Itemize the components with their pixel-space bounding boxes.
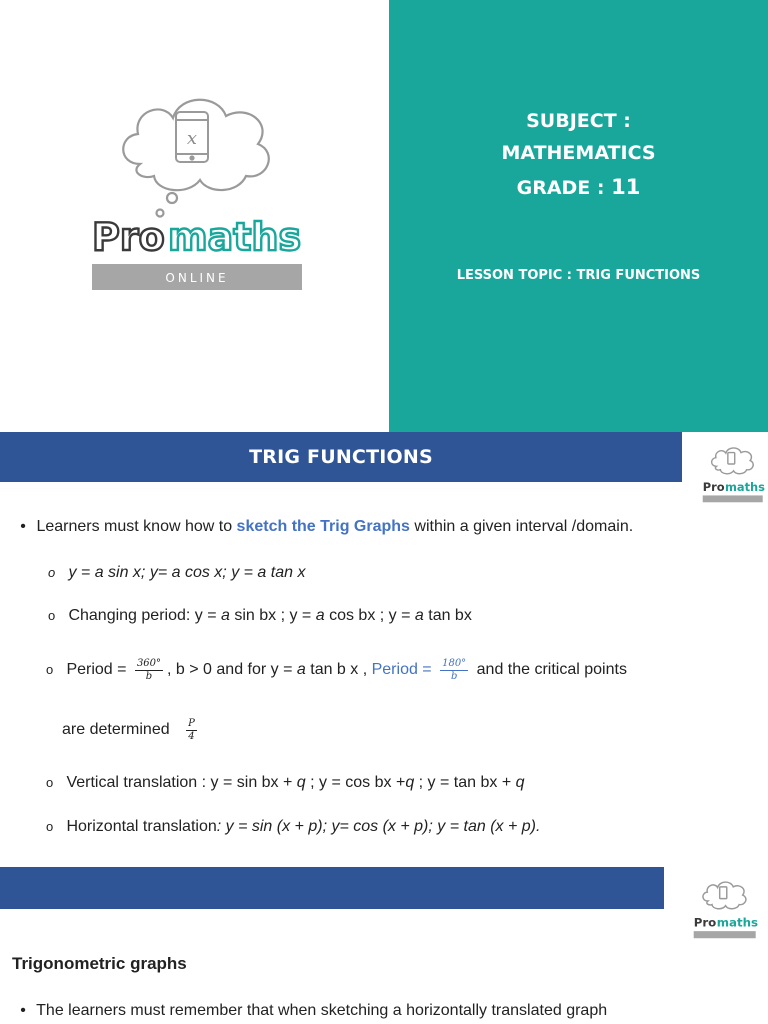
title-band bbox=[0, 867, 664, 909]
item3-a: Period = bbox=[66, 661, 131, 679]
item-horizontal-translation bbox=[46, 818, 540, 836]
item-vertical-translation bbox=[46, 774, 525, 792]
item-period-formula bbox=[46, 658, 627, 682]
mini-brand-pro: Pro bbox=[693, 915, 717, 930]
item2-b: a bbox=[221, 607, 230, 624]
lesson-topic: LESSON TOPIC : TRIG FUNCTIONS bbox=[456, 268, 701, 283]
frac2-den: b bbox=[450, 670, 458, 682]
circle-bullet-icon: o bbox=[48, 565, 56, 580]
fraction-p-over-4 bbox=[186, 718, 197, 742]
item2-a: Changing period: y = bbox=[68, 607, 221, 624]
fraction-360-over-b bbox=[135, 658, 163, 682]
mini-brand-maths: maths bbox=[716, 915, 758, 930]
intro-highlight: sketch the Trig Graphs bbox=[236, 518, 410, 535]
frac2-num: 180° bbox=[442, 658, 467, 669]
grade-label: GRADE : bbox=[516, 177, 605, 199]
frac3-num: P bbox=[188, 718, 195, 729]
grade-line bbox=[389, 175, 768, 199]
item2-e: cos bx ; y = bbox=[324, 607, 415, 624]
intro-text-c: within a given interval /domain. bbox=[409, 518, 634, 535]
item2-c: sin bx ; y = bbox=[229, 607, 316, 624]
title-slide bbox=[0, 0, 768, 432]
item-period-continuation bbox=[62, 718, 201, 742]
thought-cloud-icon bbox=[123, 100, 269, 217]
mini-brand-maths: maths bbox=[725, 479, 765, 494]
subject-label: SUBJECT : bbox=[526, 110, 631, 132]
item3-f: and the critical points bbox=[476, 661, 627, 679]
bullet-dot-icon: • bbox=[20, 1002, 26, 1019]
item4-d: q bbox=[405, 774, 415, 791]
mini-online-bar bbox=[703, 495, 763, 502]
title-band bbox=[0, 432, 682, 482]
item3-c: a bbox=[296, 661, 306, 679]
promaths-mini-logo bbox=[700, 444, 766, 504]
phone-x-symbol: x bbox=[186, 128, 198, 149]
item2-f: a bbox=[414, 607, 424, 624]
subject-value: MATHEMATICS bbox=[501, 142, 656, 164]
brand-maths-text: maths bbox=[168, 215, 302, 259]
fraction-180-over-b bbox=[440, 658, 468, 682]
frac1-den: b bbox=[145, 670, 153, 682]
section-heading: Trigonometric graphs bbox=[12, 954, 187, 973]
circle-bullet-icon: o bbox=[48, 608, 56, 623]
promaths-logo-graphic bbox=[88, 86, 308, 296]
trig-functions-slide bbox=[0, 432, 768, 864]
item4-a: Vertical translation : y = sin bx + bbox=[66, 774, 297, 791]
slide3-bullet bbox=[14, 1002, 607, 1020]
item5-a: Horizontal translation bbox=[66, 818, 217, 835]
intro-text-a: Learners must know how to bbox=[36, 518, 237, 535]
item5-b: : y = sin (x + p); y= cos (x + p); y = tan (x + p). bbox=[216, 818, 541, 835]
mini-brand-pro: Pro bbox=[702, 479, 725, 494]
item4-c: ; y = cos bx + bbox=[305, 774, 406, 791]
subject-panel bbox=[389, 0, 768, 432]
item3-cont: are determined bbox=[62, 721, 170, 739]
circle-bullet-icon: o bbox=[46, 819, 54, 834]
item1-text: y = a sin x; y= a cos x; y = a tan x bbox=[68, 564, 306, 581]
grade-value: 11 bbox=[611, 175, 641, 199]
item2-g: tan bx bbox=[423, 607, 472, 624]
item3-d: tan b x , bbox=[305, 661, 372, 679]
item3-b: , b > 0 and for y = bbox=[167, 661, 297, 679]
item-basic-forms bbox=[48, 564, 305, 582]
slide-title: TRIG FUNCTIONS bbox=[249, 446, 433, 468]
slide3-bullet-text: The learners must remember that when sketching a horizontally translated graph bbox=[36, 1002, 608, 1019]
item4-e: ; y = tan bx + bbox=[414, 774, 516, 791]
item4-f: q bbox=[515, 774, 525, 791]
item-changing-period bbox=[48, 607, 472, 625]
thought-cloud-icon bbox=[703, 882, 746, 909]
item2-d: a bbox=[315, 607, 325, 624]
item4-b: q bbox=[296, 774, 306, 791]
thought-cloud-icon bbox=[712, 448, 754, 474]
trig-graphs-slide bbox=[0, 864, 768, 1024]
promaths-logo bbox=[88, 86, 308, 296]
frac3-den: 4 bbox=[188, 730, 195, 742]
circle-bullet-icon: o bbox=[46, 662, 54, 678]
brand-online-text: ONLINE bbox=[165, 271, 229, 285]
item3-e: Period = bbox=[371, 661, 437, 679]
frac1-num: 360° bbox=[136, 658, 162, 669]
brand-pro-text: Pro bbox=[92, 215, 165, 259]
circle-bullet-icon: o bbox=[46, 775, 54, 790]
mini-online-bar bbox=[694, 931, 756, 938]
promaths-mini-logo bbox=[692, 878, 758, 940]
bullet-intro bbox=[14, 518, 633, 536]
bullet-dot-icon: • bbox=[20, 518, 26, 535]
